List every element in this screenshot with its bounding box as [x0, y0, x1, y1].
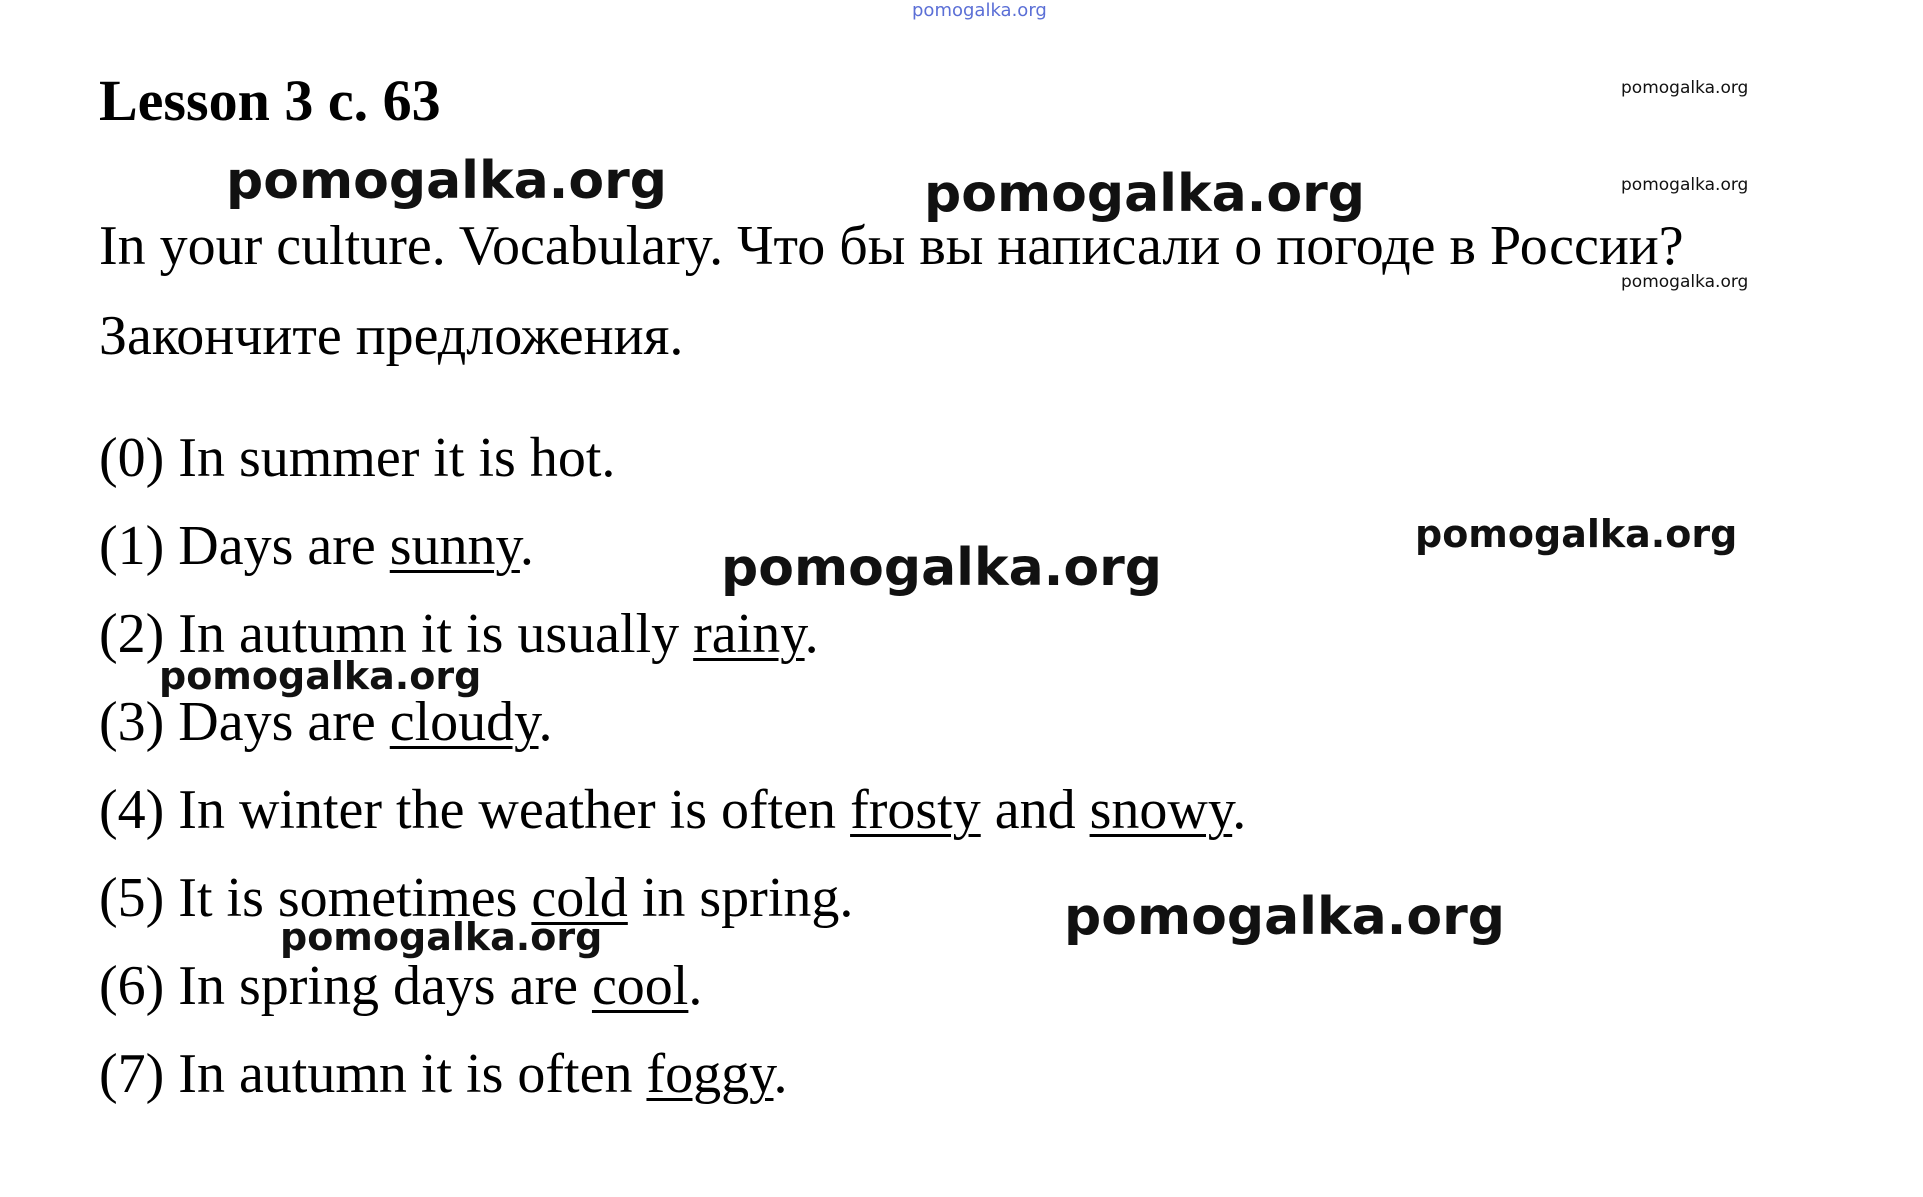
sentence-text: . [773, 1043, 788, 1105]
sentence-text: . [538, 691, 553, 753]
sentence-3 [99, 691, 553, 753]
watermark-mid-1: pomogalka.org [1415, 512, 1738, 556]
sentence-text: . [519, 515, 534, 577]
watermark-large-4: pomogalka.org [1064, 887, 1506, 947]
lesson-title: Lesson 3 с. 63 [99, 68, 441, 133]
sentence-text: (4) In winter the weather is often [99, 779, 851, 841]
sentence-text: (3) Days are [99, 691, 390, 753]
watermark-large-3: pomogalka.org [721, 538, 1163, 598]
watermark-top: pomogalka.org [912, 0, 1047, 21]
watermark-mid-2: pomogalka.org [159, 654, 482, 698]
answer-word: rainy [693, 603, 805, 665]
sentence-text: (2) In autumn it is usually [99, 603, 694, 665]
watermark-small-3: pomogalka.org [1621, 272, 1749, 292]
sentence-6 [99, 955, 703, 1017]
sentence-text: . [804, 603, 819, 665]
sentence-text: . [688, 955, 703, 1017]
answer-word: cold [531, 867, 628, 929]
answer-word: snowy [1089, 779, 1233, 841]
sentence-text: . [1232, 779, 1247, 841]
sentence-text: (7) In autumn it is often [99, 1043, 647, 1105]
watermark-mid-3: pomogalka.org [280, 915, 603, 959]
sentence-7 [99, 1043, 788, 1105]
watermark-small-2: pomogalka.org [1621, 175, 1749, 195]
watermark-small-1: pomogalka.org [1621, 78, 1749, 98]
watermark-large-2: pomogalka.org [924, 164, 1366, 224]
sentence-text: in spring. [627, 867, 854, 929]
sentence-1 [99, 515, 534, 577]
task-instruction-line-2: Закончите предложения. [99, 305, 684, 367]
answer-word: foggy [646, 1043, 774, 1105]
sentence-0 [99, 427, 616, 489]
sentence-text: (5) It is sometimes [99, 867, 532, 929]
answer-word: cool [591, 955, 689, 1017]
sentence-4 [99, 779, 1247, 841]
sentence-text: (6) In spring days are [99, 955, 592, 1017]
answer-word: sunny [389, 515, 520, 577]
answer-word: cloudy [389, 691, 539, 753]
answer-word: frosty [850, 779, 981, 841]
sentence-text: and [980, 779, 1090, 841]
watermark-large-1: pomogalka.org [226, 151, 668, 211]
sentence-text: (1) Days are [99, 515, 390, 577]
sentence-text: (0) In summer it is hot. [99, 427, 616, 489]
task-instruction-line-1: In your culture. Vocabulary. Что бы вы написали о погоде в России? [99, 215, 1684, 277]
